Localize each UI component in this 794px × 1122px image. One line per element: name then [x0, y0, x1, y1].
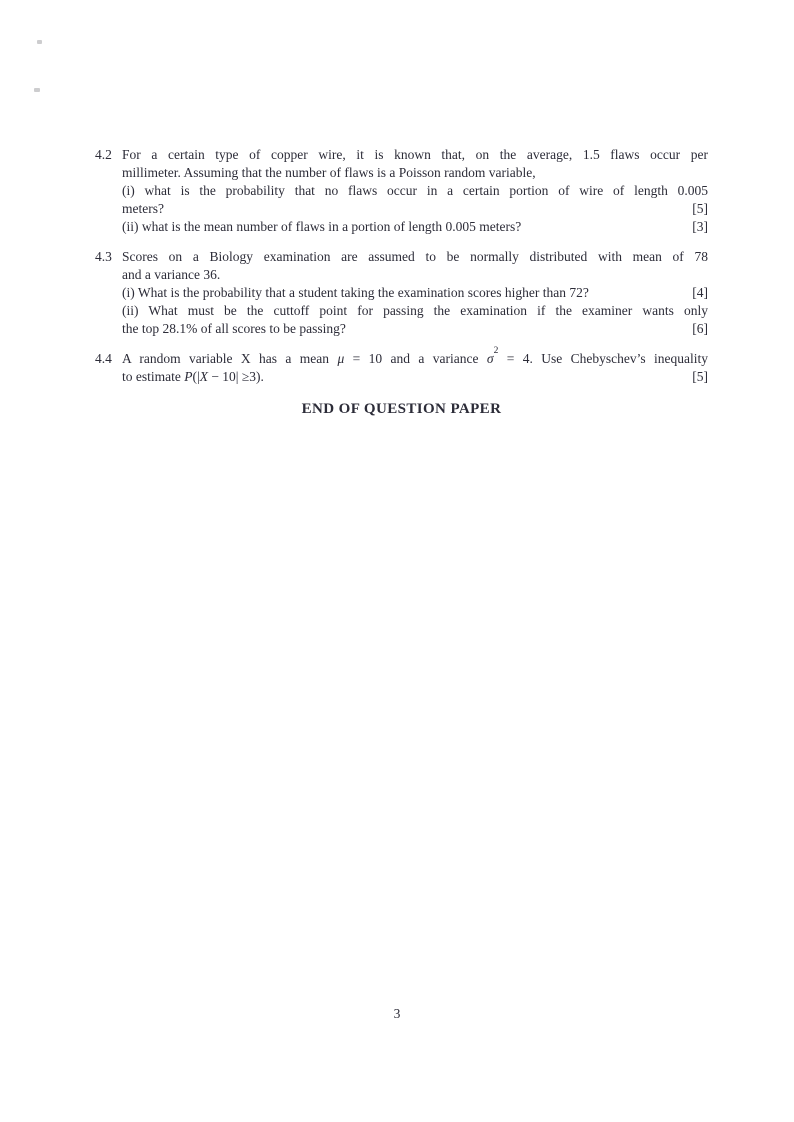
question-line	[122, 320, 708, 338]
math-p: P	[184, 369, 193, 384]
question-number: 4.2	[95, 147, 112, 162]
page-number: 3	[393, 1006, 401, 1021]
question-line: (ii) What must be the cuttoff point for passing the examination if the examiner wants only	[122, 303, 708, 318]
math-x: X	[199, 369, 208, 384]
marks-badge: [3]	[692, 219, 708, 234]
question-line	[122, 200, 708, 218]
question-line-text: to estimate	[122, 369, 185, 384]
question-line-text: A random variable X has a mean	[122, 351, 338, 366]
question-number: 4.3	[95, 249, 112, 264]
question-line	[122, 368, 708, 386]
question-line-text: = 10 and a variance	[344, 351, 487, 366]
question-body	[122, 248, 708, 338]
question-body	[122, 346, 709, 386]
question-line-text: (ii) what is the mean number of flaws in a portion of length 0.005 meters?	[122, 219, 522, 234]
scan-speck	[37, 40, 42, 44]
question-line-text: = 4. Use Chebyschev’s inequality	[498, 351, 709, 366]
marks-badge: [5]	[692, 201, 708, 216]
question-line-text: (i) What is the probability that a student taking the examination scores higher than 72?	[122, 285, 589, 300]
math-rest: − 10| ≥3).	[207, 369, 264, 384]
question-4-3	[95, 248, 708, 338]
question-line: (i) what is the probability that no flaws occur in a certain portion of wire of length 0.005	[122, 183, 708, 198]
question-line	[122, 218, 708, 236]
question-line: Scores on a Biology examination are assumed to be normally distributed with mean of 78	[122, 249, 708, 264]
question-line	[122, 346, 709, 368]
question-line: millimeter. Assuming that the number of flaws is a Poisson random variable,	[122, 165, 536, 180]
marks-badge: [6]	[692, 321, 708, 336]
question-4-2	[95, 146, 708, 236]
question-line	[122, 284, 708, 302]
question-line-text: the top 28.1% of all scores to be passing?	[122, 321, 346, 336]
math-delim: (|	[192, 369, 200, 384]
math-sigma: σ	[486, 351, 494, 366]
question-number: 4.4	[95, 351, 112, 366]
question-section	[95, 146, 708, 418]
question-line: For a certain type of copper wire, it is known that, on the average, 1.5 flaws occur per	[122, 147, 708, 162]
end-of-paper-title: END OF QUESTION PAPER	[301, 401, 502, 417]
scan-speck	[34, 88, 40, 92]
question-body	[122, 146, 708, 236]
math-exponent: 2	[493, 346, 499, 356]
math-mu: μ	[337, 351, 345, 366]
marks-badge: [4]	[692, 285, 708, 300]
question-4-4	[95, 346, 709, 386]
math-formula	[122, 368, 264, 386]
question-line-text: meters?	[122, 201, 164, 216]
question-line: and a variance 36.	[122, 267, 221, 282]
marks-badge: [5]	[692, 369, 708, 384]
